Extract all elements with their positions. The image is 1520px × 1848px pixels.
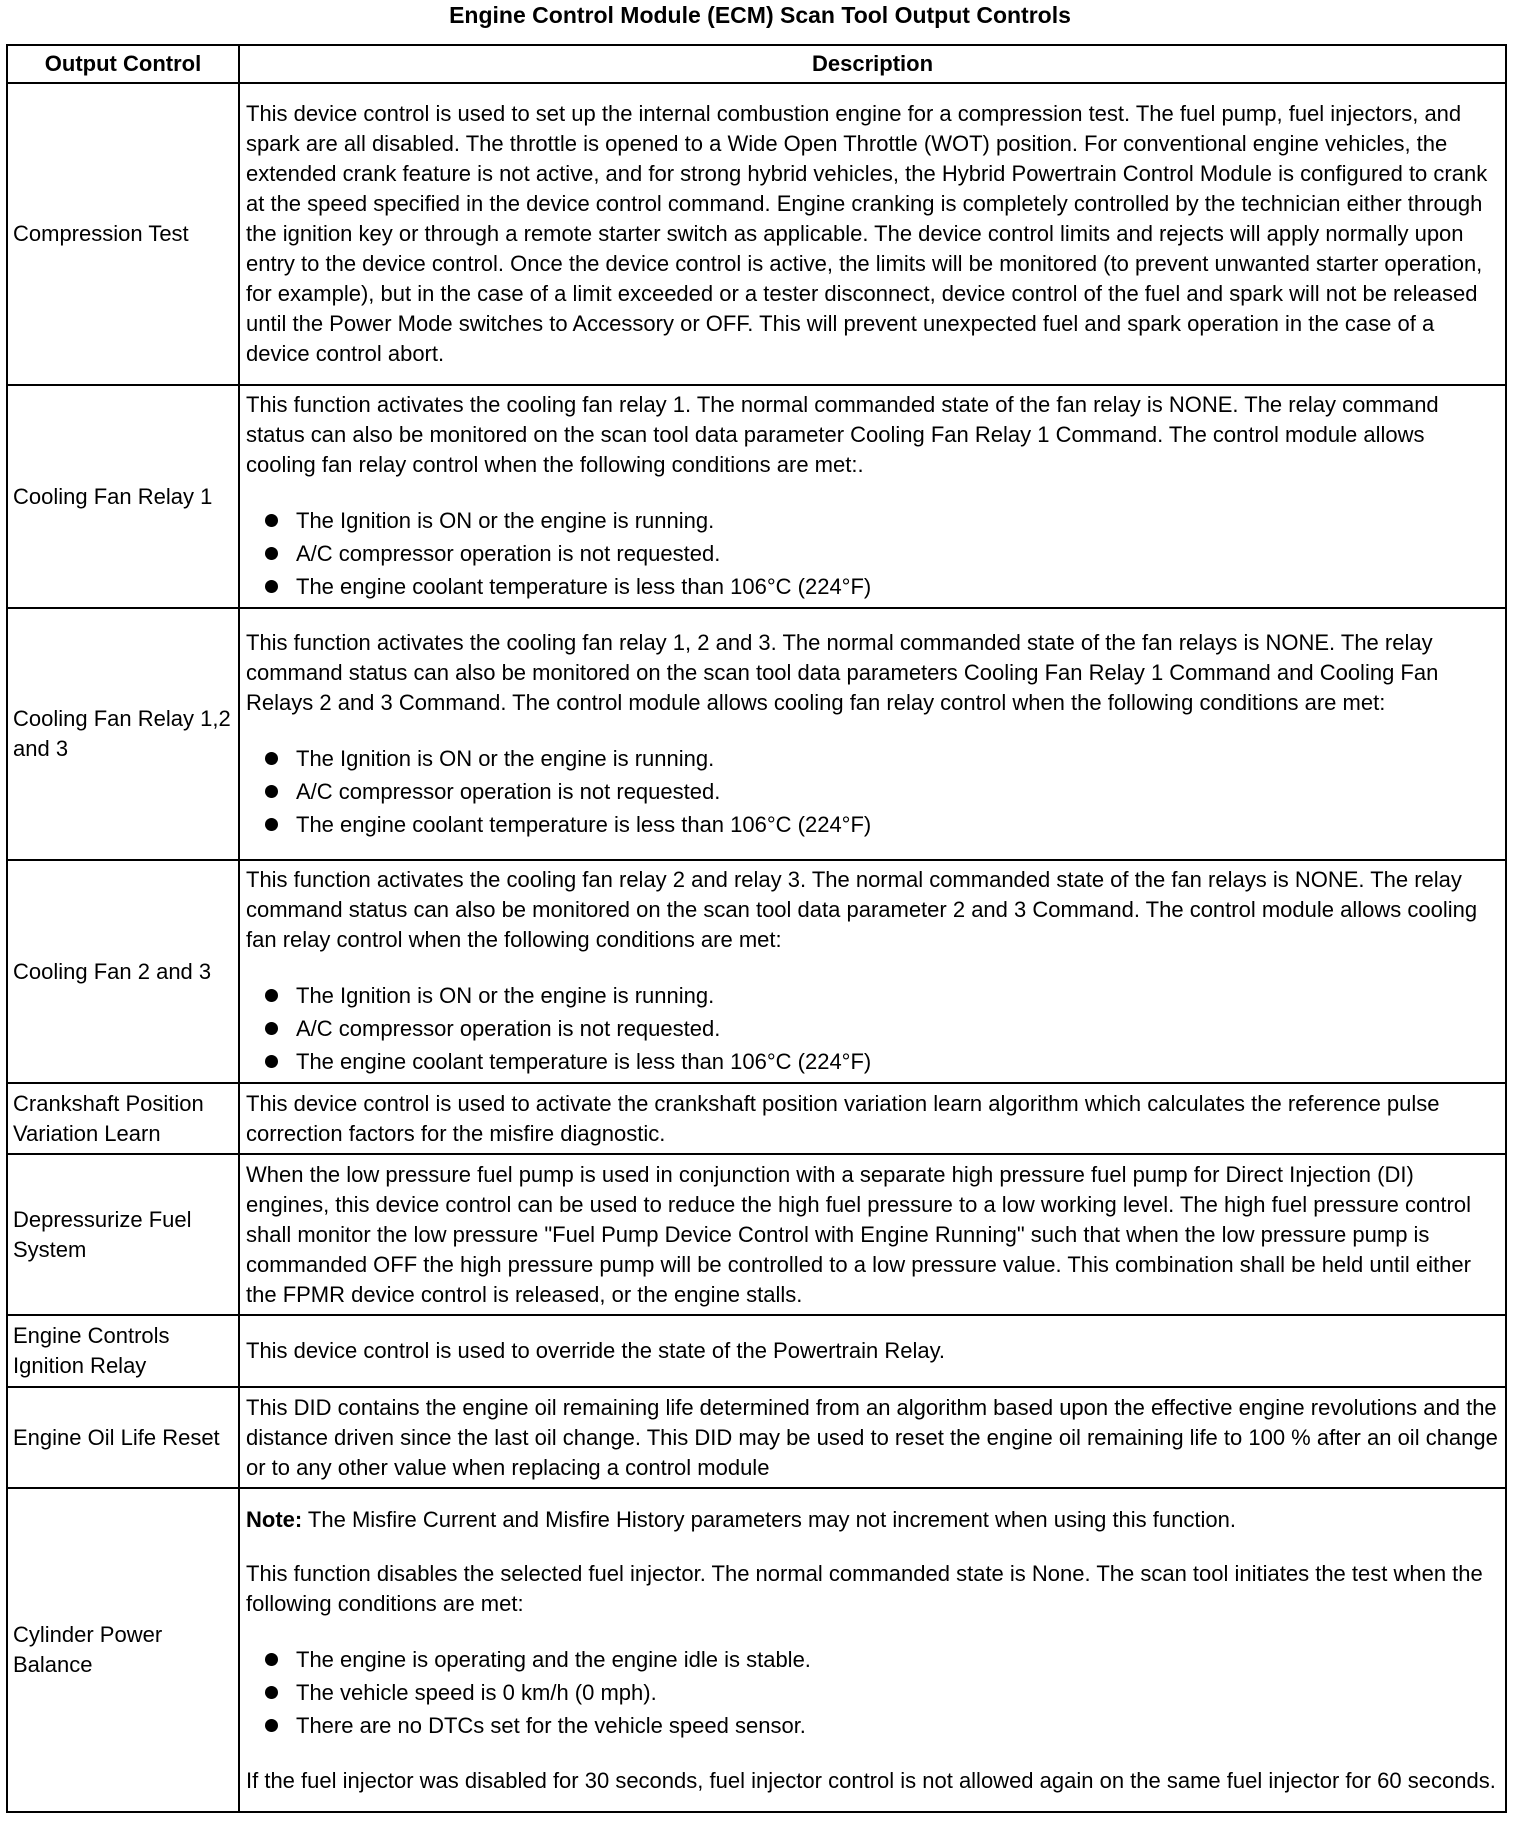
list-item: [246, 1012, 1499, 1045]
list-item: [246, 504, 1499, 537]
bullet-icon: [265, 580, 278, 593]
conditions-list: [246, 742, 1499, 841]
bullet-icon: [265, 514, 278, 527]
list-item-text: The engine is operating and the engine idle is stable.: [296, 1646, 811, 1672]
table-row: [7, 1488, 1506, 1812]
table-row: [7, 1083, 1506, 1154]
bullet-icon: [265, 989, 278, 1002]
bullet-icon: [265, 818, 278, 831]
table-row: [7, 860, 1506, 1083]
description-text: This device control is used to activate the crankshaft position variation learn algorithm which calculates the reference pulse correction factors for the misfire diagnostic.: [246, 1090, 1440, 1146]
list-item: [246, 1045, 1499, 1078]
description-cell: [239, 385, 1506, 608]
list-item-text: A/C compressor operation is not requested.: [296, 1016, 721, 1041]
bullet-icon: [265, 1055, 278, 1068]
note-body: The Misfire Current and Misfire History parameters may not increment when using this function.: [302, 1506, 1236, 1532]
list-item: [246, 979, 1499, 1012]
list-item-text: The Ignition is ON or the engine is running.: [296, 508, 715, 533]
description-text: This function disables the selected fuel injector. The normal commanded state is None. The scan tool initiates the test when the following conditions are met:: [246, 1560, 1483, 1616]
list-item-text: The Ignition is ON or the engine is running.: [296, 745, 715, 771]
note-label: Note:: [246, 1506, 303, 1532]
table-row: [7, 83, 1506, 385]
table-row: [7, 1387, 1506, 1488]
description-cell: [239, 1387, 1506, 1488]
list-item: [246, 537, 1499, 570]
list-item: [246, 1643, 1499, 1676]
table-row: [7, 1154, 1506, 1315]
description-text: This function activates the cooling fan relay 2 and relay 3. The normal commanded state of the fan relays is NONE. The relay command status can also be monitored on the scan tool data parameter 2 and 3 Command. The control module allows cooling fan relay control when the following conditions are met:: [246, 867, 1478, 952]
list-item-text: There are no DTCs set for the vehicle speed sensor.: [296, 1712, 806, 1738]
header-row: [7, 45, 1506, 83]
conditions-list: [246, 504, 1499, 603]
bullet-icon: [265, 547, 278, 560]
list-item-text: The engine coolant temperature is less than 106°C (224°F): [296, 1049, 872, 1074]
output-control-name: Cylinder Power Balance: [7, 1488, 239, 1812]
description-text: This function activates the cooling fan relay 1, 2 and 3. The normal commanded state of the fan relays is NONE. The relay command status can also be monitored on the scan tool data parameters Cooling Fan Relay 1 Command and Cooling Fan Relays 2 and 3 Command. The control module allows cooling fan relay control when the following conditions are met:: [246, 629, 1439, 715]
table-row: [7, 1315, 1506, 1387]
list-item-text: The vehicle speed is 0 km/h (0 mph).: [296, 1679, 657, 1705]
column-header-output-control: Output Control: [7, 45, 239, 83]
note-text: [246, 1505, 1499, 1535]
description-cell: [239, 860, 1506, 1083]
description-text: When the low pressure fuel pump is used in conjunction with a separate high pressure fuel pump for Direct Injection (DI) engines, this device control can be used to reduce the high fuel pressure to a low working level. The high fuel pressure control shall monitor the low pressure "Fuel Pump Device Control with Engine Running" such that when the low pressure pump is commanded OFF the high pressure pump will be controlled to a low pressure value. This combination shall be held until either the FPMR device control is released, or the engine stalls.: [246, 1161, 1471, 1307]
list-item: [246, 1709, 1499, 1742]
bullet-icon: [265, 752, 278, 765]
bullet-icon: [265, 1653, 278, 1666]
description-text: This device control is used to set up the internal combustion engine for a compression test. The fuel pump, fuel injectors, and spark are all disabled. The throttle is opened to a Wide Open Throttle (WOT) position. For conventional engine vehicles, the extended crank feature is not active, and for strong hybrid vehicles, the Hybrid Powertrain Control Module is configured to crank at the speed specified in the device control command. Engine cranking is completely controlled by the technician either through the ignition key or through a remote starter switch as applicable. The device control limits and rejects will apply normally upon entry to the device control. Once the device control is active, the limits will be monitored (to prevent unwanted starter operation, for example), but in the case of a limit exceeded or a tester disconnect, device control of the fuel and spark will not be released until the Power Mode switches to Accessory or OFF. This will prevent unexpected fuel and spark operation in the case of a device control abort.: [246, 101, 1488, 366]
bullet-icon: [265, 1686, 278, 1699]
description-cell: [239, 1083, 1506, 1154]
table-row: [7, 385, 1506, 608]
output-controls-table: [6, 44, 1507, 1813]
list-item-text: A/C compressor operation is not requested.: [296, 778, 721, 804]
description-cell: [239, 1315, 1506, 1387]
list-item-text: A/C compressor operation is not requested.: [296, 541, 721, 566]
column-header-description: Description: [239, 45, 1506, 83]
description-cell: [239, 608, 1506, 860]
bullet-icon: [265, 1719, 278, 1732]
description-footnote: If the fuel injector was disabled for 30 seconds, fuel injector control is not allowed again on the same fuel injector for 60 seconds.: [246, 1767, 1496, 1793]
list-item-text: The engine coolant temperature is less than 106°C (224°F): [296, 574, 872, 599]
bullet-icon: [265, 1022, 278, 1035]
output-control-name: Engine Controls Ignition Relay: [7, 1315, 239, 1387]
list-item: [246, 1676, 1499, 1709]
description-cell: [239, 1488, 1506, 1812]
output-control-name: Depressurize Fuel System: [7, 1154, 239, 1315]
description-text: This DID contains the engine oil remaining life determined from an algorithm based upon the effective engine revolutions and the distance driven since the last oil change. This DID may be used to reset the engine oil remaining life to 100 % after an oil change or to any other value when replacing a control module: [246, 1394, 1498, 1480]
list-item: [246, 775, 1499, 808]
table-row: [7, 608, 1506, 860]
list-item: [246, 742, 1499, 775]
output-control-name: Crankshaft Position Variation Learn: [7, 1083, 239, 1154]
conditions-list: [246, 1643, 1499, 1742]
output-control-name: Engine Oil Life Reset: [7, 1387, 239, 1488]
list-item-text: The Ignition is ON or the engine is running.: [296, 983, 715, 1008]
description-cell: [239, 83, 1506, 385]
output-control-name: Compression Test: [7, 83, 239, 385]
output-control-name: Cooling Fan Relay 1,2 and 3: [7, 608, 239, 860]
output-control-name: Cooling Fan Relay 1: [7, 385, 239, 608]
output-control-name: Cooling Fan 2 and 3: [7, 860, 239, 1083]
table-title: Engine Control Module (ECM) Scan Tool Output Controls: [449, 2, 1071, 28]
list-item: [246, 570, 1499, 603]
conditions-list: [246, 979, 1499, 1078]
description-cell: [239, 1154, 1506, 1315]
description-text: This device control is used to override the state of the Powertrain Relay.: [246, 1338, 946, 1363]
list-item: [246, 808, 1499, 841]
description-text: This function activates the cooling fan relay 1. The normal commanded state of the fan relay is NONE. The relay command status can also be monitored on the scan tool data parameter Cooling Fan Relay 1 Command. The control module allows cooling fan relay control when the following conditions are met:.: [246, 392, 1439, 477]
bullet-icon: [265, 785, 278, 798]
list-item-text: The engine coolant temperature is less than 106°C (224°F): [296, 811, 872, 837]
